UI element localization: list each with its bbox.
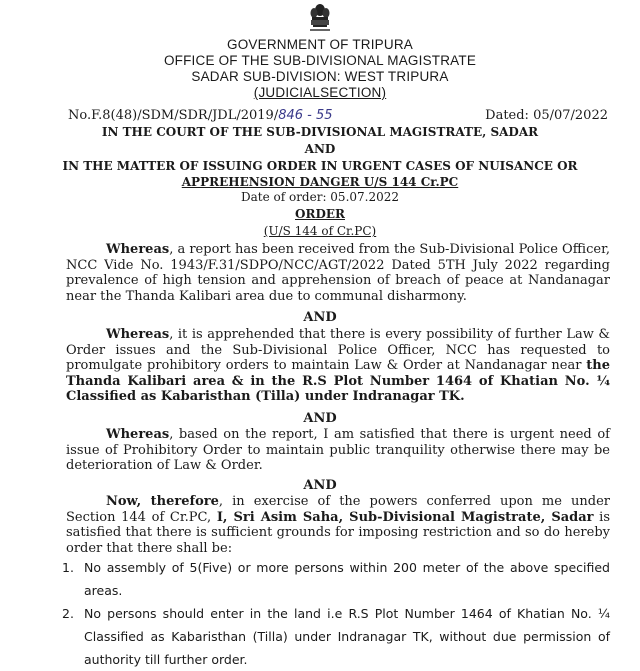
paragraph-4-text-1: , in exercise of the powers conferred upon me under Section 144 of Cr.PC, (66, 494, 610, 525)
order-item-2 (62, 602, 610, 671)
order-section: (U/S 144 of Cr.PC) (263, 224, 377, 238)
and-separator-1: AND (303, 310, 337, 325)
paragraph-1-lead: Whereas (106, 242, 170, 257)
order-date: Date of order: 05.07.2022 (240, 190, 400, 204)
order-item-number: 1. (62, 560, 74, 575)
order-item-text: No assembly of 5(Five) or more persons within 200 meter of the above specified areas. (84, 560, 610, 598)
order-item-1 (62, 556, 610, 602)
and-separator-2: AND (303, 411, 337, 426)
paragraph-4-bold: I, Sri Asim Saha, Sub-Divisional Magistrate, Sadar (216, 509, 594, 525)
header-subdivision: SADAR SUB-DIVISION: WEST TRIPURA (191, 69, 449, 84)
order-item-text: No persons should enter in the land i.e R.S Plot Number 1464 of Khatian No. ¼ Classified as Kabaristhan (Tilla) under Indranagar TK, without due permission of authority till further order. (84, 606, 610, 667)
national-emblem-icon (308, 2, 332, 36)
paragraph-3-lead: Whereas (106, 427, 170, 442)
court-title: IN THE COURT OF THE SUB-DIVISIONAL MAGISTRATE, SADAR (101, 125, 539, 139)
paragraph-3 (66, 427, 610, 474)
paragraph-2-lead: Whereas (106, 327, 170, 342)
paragraph-2-bold: the Thanda Kalibari area & in the R.S Plot Number 1464 of Khatian No. ¼ Classified as Kabaristhan (Tilla) under Indranagar TK. (66, 358, 610, 404)
reference-date: Dated: 05/07/2022 (485, 108, 608, 123)
matter-subtitle: APPREHENSION DANGER U/S 144 Cr.PC (181, 175, 459, 189)
and-separator-3: AND (303, 478, 337, 493)
reference-handwritten: 846 - 55 (278, 108, 333, 123)
paragraph-4 (66, 494, 610, 556)
paragraph-2 (66, 327, 610, 405)
court-and: AND (304, 142, 336, 156)
reference-line (68, 108, 608, 123)
paragraph-4-lead: Now, therefore (106, 494, 219, 509)
paragraph-3-text: , based on the report, I am satisfied that there is urgent need of issue of Prohibitory Order to maintain public tranquility otherwise there may be deterioration of Law & Order. (66, 427, 610, 473)
order-item-number: 2. (62, 606, 74, 621)
reference-number: No.F.8(48)/SDM/SDR/JDL/2019/ (68, 108, 279, 123)
header-office: OFFICE OF THE SUB-DIVISIONAL MAGISTRATE (163, 53, 477, 68)
paragraph-1-text: , a report has been received from the Sub-Divisional Police Officer, NCC Vide No. 1943/F.31/SDPO/NCC/AGT/2022 Dated 5TH July 2022 regarding prevalence of high tension and apprehension of breach of peace at Nandanagar near the Thanda Kalibari area due to communal disharmony. (66, 242, 610, 304)
header-government: GOVERNMENT OF TRIPURA (227, 37, 413, 52)
paragraph-4-text-2: is satisfied that there is sufficient grounds for imposing restriction and so do hereby order that there shall be: (66, 509, 610, 556)
header-section: (JUDICIALSECTION) (253, 85, 387, 100)
paragraph-2-text: , it is apprehended that there is every possibility of further Law & Order issues and the Sub-Divisional Police Officer, NCC has requested to promulgate prohibitory orders to maintain Law & Order at Nandanagar near (66, 327, 610, 373)
matter-title: IN THE MATTER OF ISSUING ORDER IN URGENT CASES OF NUISANCE OR (62, 159, 578, 173)
order-title: ORDER (295, 207, 345, 221)
paragraph-1 (66, 242, 610, 304)
